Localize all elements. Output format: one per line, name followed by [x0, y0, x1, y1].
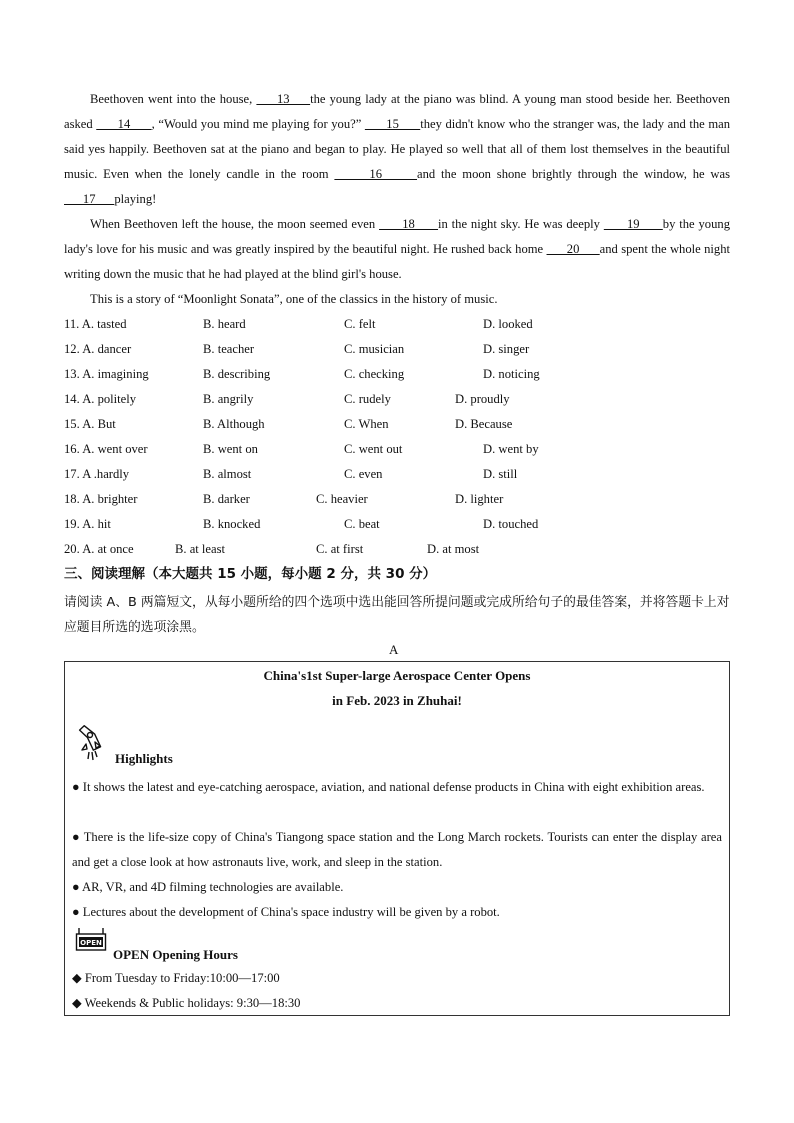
option-c[interactable]: C. checking [344, 367, 405, 381]
passage-paragraph-3: This is a story of “Moonlight Sonata”, one of the classics in the history of music. [90, 292, 498, 306]
option-d[interactable]: D. noticing [483, 367, 540, 381]
blank-18: 18 [379, 217, 439, 231]
highlight-item: ● There is the life-size copy of China's Tiangong space station and the Long March rockets. Tourists can enter the display area and get a close look at how astronauts live, work, and sleep in the station. [72, 830, 722, 869]
option-b[interactable]: B. darker [203, 492, 250, 506]
blank-14: 14 [96, 117, 152, 131]
rocket-icon [75, 722, 107, 762]
option-c[interactable]: C. even [344, 467, 383, 481]
question-12-options [64, 337, 744, 362]
blank-17: 17 [64, 192, 115, 206]
option-d[interactable]: D. lighter [455, 492, 504, 506]
passage-label: A [389, 642, 399, 657]
option-a[interactable]: 14. A. politely [64, 392, 137, 406]
option-b[interactable]: B. angrily [203, 392, 254, 406]
question-13-options [64, 362, 744, 387]
highlight-item: ● It shows the latest and eye-catching aerospace, aviation, and national defense products in China with eight exhibition areas. [72, 780, 705, 794]
option-b[interactable]: B. went on [203, 442, 258, 456]
option-d[interactable]: D. singer [483, 342, 530, 356]
notice-title-line-1: China's1st Super-large Aerospace Center Opens [263, 668, 531, 683]
option-c[interactable]: C. heavier [316, 492, 368, 506]
blank-20: 20 [546, 242, 600, 256]
option-c[interactable]: C. musician [344, 342, 405, 356]
option-a[interactable]: 12. A. dancer [64, 342, 132, 356]
question-20-options [64, 537, 744, 562]
open-sign-text: OPEN [80, 939, 102, 947]
option-c[interactable]: C. felt [344, 317, 376, 331]
option-a[interactable]: 19. A. hit [64, 517, 111, 531]
option-b[interactable]: B. describing [203, 367, 271, 381]
passage-text: the young lady at the piano was blind. A young man stood beside her. Beethoven asked [64, 92, 731, 131]
option-b[interactable]: B. almost [203, 467, 252, 481]
highlights-label: Highlights [115, 751, 173, 766]
option-a[interactable]: 18. A. brighter [64, 492, 138, 506]
question-19-options [64, 512, 744, 537]
blank-13: 13 [256, 92, 311, 106]
highlight-item: ● Lectures about the development of China's space industry will be given by a robot. [72, 905, 500, 919]
passage-text: in the night sky. He was deeply [438, 217, 604, 231]
passage-paragraph-2 [64, 212, 730, 287]
option-c[interactable]: C. at first [316, 542, 364, 556]
opening-hours-label: OPEN Opening Hours [113, 947, 238, 962]
question-18-options [64, 487, 744, 512]
option-b[interactable]: B. Although [203, 417, 265, 431]
option-c[interactable]: C. rudely [344, 392, 391, 406]
passage-text: , “Would you mind me playing for you?” [151, 117, 365, 131]
passage-text: and the moon shone brightly through the window, he was [417, 167, 731, 181]
passage-text: by the young lady's love for his music and was greatly inspired by the beautiful night. He rushed back home [64, 217, 730, 256]
option-d[interactable]: D. proudly [455, 392, 510, 406]
option-b[interactable]: B. teacher [203, 342, 255, 356]
blank-16: 16 [334, 167, 418, 181]
open-sign-icon [75, 926, 107, 956]
option-a[interactable]: 16. A. went over [64, 442, 148, 456]
option-d[interactable]: D. Because [455, 417, 513, 431]
notice-box [64, 661, 730, 1016]
hours-item: ◆ Weekends & Public holidays: 9:30—18:30 [72, 996, 301, 1010]
notice-title-line-2: in Feb. 2023 in Zhuhai! [332, 693, 462, 708]
option-d[interactable]: D. went by [483, 442, 539, 456]
option-b[interactable]: B. at least [175, 542, 226, 556]
passage-text: they didn't know who the stranger was, the lady and the man said yes happily. Beethoven sat at the piano and began to play. He played so well that all of them lost themselves in the beautiful music. Even when the lonely candle in the room [64, 117, 731, 181]
blank-15: 15 [364, 117, 421, 131]
hours-item: ◆ From Tuesday to Friday:10:00—17:00 [72, 971, 280, 985]
passage-text: Beethoven went into the house, [90, 92, 257, 106]
option-c[interactable]: C. beat [344, 517, 380, 531]
highlight-item: ● AR, VR, and 4D filming technologies are available. [72, 880, 344, 894]
question-11-options [64, 312, 744, 337]
option-a[interactable]: 17. A .hardly [64, 467, 130, 481]
passage-text: and spent the whole night writing down the music that he had played at the blind girl's house. [64, 242, 731, 281]
question-15-options [64, 412, 744, 437]
option-d[interactable]: D. touched [483, 517, 539, 531]
passage-text: When Beethoven left the house, the moon seemed even [90, 217, 380, 231]
passage-paragraph-1 [64, 87, 730, 212]
option-d[interactable]: D. at most [427, 542, 480, 556]
option-c[interactable]: C. When [344, 417, 389, 431]
option-d[interactable]: D. still [483, 467, 518, 481]
option-c[interactable]: C. went out [344, 442, 403, 456]
option-b[interactable]: B. heard [203, 317, 246, 331]
option-a[interactable]: 20. A. at once [64, 542, 134, 556]
blank-19: 19 [603, 217, 663, 231]
option-a[interactable]: 13. A. imagining [64, 367, 149, 381]
question-16-options [64, 437, 744, 462]
option-a[interactable]: 15. A. But [64, 417, 116, 431]
section-title: 三、阅读理解（本大题共 15 小题，每小题 2 分，共 30 分） [64, 566, 437, 582]
option-a[interactable]: 11. A. tasted [64, 317, 127, 331]
section-instruction: 请阅读 A、B 两篇短文，从每小题所给的四个选项中选出能回答所提问题或完成所给句子的最佳答案，并将答题卡上对应题目所选的选项涂黑。 [64, 595, 730, 635]
question-14-options [64, 387, 744, 412]
option-b[interactable]: B. knocked [203, 517, 261, 531]
option-d[interactable]: D. looked [483, 317, 533, 331]
question-17-options [64, 462, 744, 487]
passage-text: playing! [114, 192, 157, 206]
